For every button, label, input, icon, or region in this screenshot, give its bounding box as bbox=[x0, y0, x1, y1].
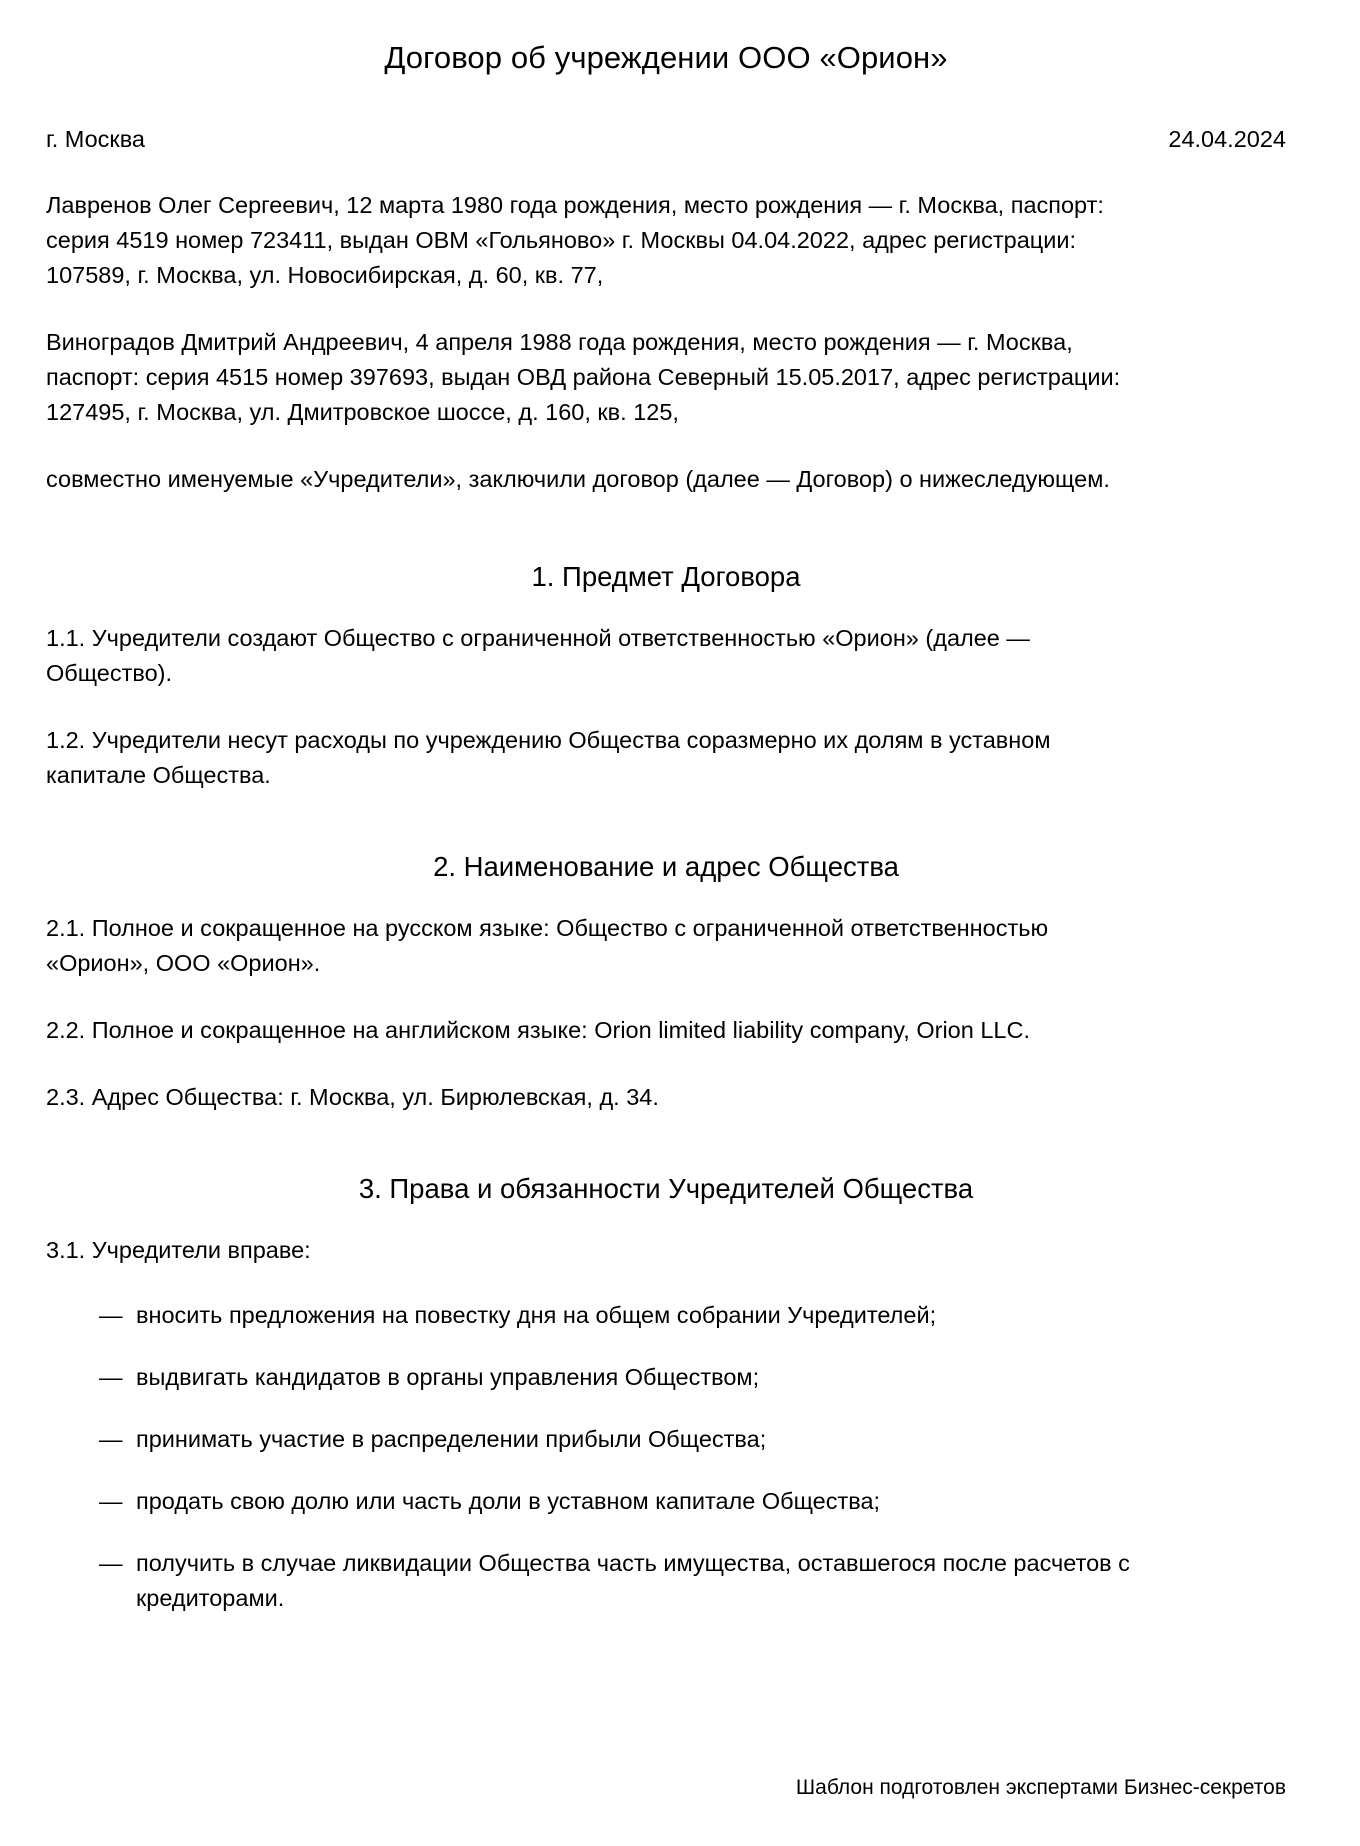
list-item-label: принимать участие в распределении прибыли Общества; bbox=[136, 1426, 767, 1452]
list-item bbox=[46, 1484, 1226, 1519]
footer-credit: Шаблон подготовлен экспертами Бизнес-секретов bbox=[795, 1776, 1286, 1799]
list-item bbox=[46, 1422, 1226, 1457]
list-item bbox=[46, 1546, 1226, 1616]
date-label: 24.04.2024 bbox=[1168, 126, 1286, 152]
founder-rights-list bbox=[46, 1298, 1286, 1616]
dash-bullet-icon: — bbox=[99, 1364, 123, 1390]
document-meta-row bbox=[46, 124, 1286, 154]
clause-2-1: 2.1. Полное и сокращенное на русском языке: Общество с ограниченной ответственностью «Орион», ООО «Орион». bbox=[46, 915, 1049, 976]
page-title: Договор об учреждении ООО «Орион» bbox=[384, 40, 948, 75]
list-item-label: продать свою долю или часть доли в уставном капитале Общества; bbox=[136, 1488, 881, 1514]
dash-bullet-icon: — bbox=[99, 1426, 123, 1452]
list-item bbox=[46, 1360, 1226, 1395]
dash-bullet-icon: — bbox=[99, 1302, 123, 1328]
clause-1-1: 1.1. Учредители создают Общество с ограниченной ответственностью «Орион» (далее — Общество). bbox=[46, 625, 1030, 686]
dash-bullet-icon: — bbox=[99, 1550, 123, 1576]
section-heading-3: 3. Права и обязанности Учредителей Общества bbox=[358, 1173, 974, 1204]
preamble-closing-paragraph: совместно именуемые «Учредители», заключили договор (далее — Договор) о нижеследующем. bbox=[46, 466, 1110, 492]
founder-2-paragraph: Виноградов Дмитрий Андреевич, 4 апреля 1988 года рождения, место рождения — г. Москва, паспорт: серия 4515 номер 397693, выдан ОВД района Северный 15.05.2017, адрес регистрации: 127495, г. Москва, ул. Дмитровское шоссе, д. 160, кв. 125, bbox=[46, 329, 1121, 425]
section-heading-2: 2. Наименование и адрес Общества bbox=[433, 851, 899, 882]
section-heading-1: 1. Предмет Договора bbox=[531, 561, 801, 592]
clause-2-2: 2.2. Полное и сокращенное на английском языке: Orion limited liability company, Orion LLC. bbox=[46, 1017, 1030, 1043]
dash-bullet-icon: — bbox=[99, 1488, 123, 1514]
list-item-label: выдвигать кандидатов в органы управления Обществом; bbox=[136, 1364, 760, 1390]
list-item-label: вносить предложения на повестку дня на общем собрании Учредителей; bbox=[136, 1302, 937, 1328]
clause-1-2: 1.2. Учредители несут расходы по учреждению Общества соразмерно их долям в уставном капитале Общества. bbox=[46, 727, 1051, 788]
founder-1-paragraph: Лавренов Олег Сергеевич, 12 марта 1980 года рождения, место рождения — г. Москва, паспорт: серия 4519 номер 723411, выдан ОВМ «Гольяново» г. Москвы 04.04.2022, адрес регистрации: 107589, г. Москва, ул. Новосибирская, д. 60, кв. 77, bbox=[46, 192, 1104, 288]
clause-2-3: 2.3. Адрес Общества: г. Москва, ул. Бирюлевская, д. 34. bbox=[46, 1084, 659, 1110]
place-label: г. Москва bbox=[46, 126, 145, 152]
clause-3-1: 3.1. Учредители вправе: bbox=[46, 1237, 311, 1263]
list-item-label: получить в случае ликвидации Общества часть имущества, оставшегося после расчетов с кредиторами. bbox=[136, 1550, 1130, 1611]
list-item bbox=[46, 1298, 1226, 1333]
